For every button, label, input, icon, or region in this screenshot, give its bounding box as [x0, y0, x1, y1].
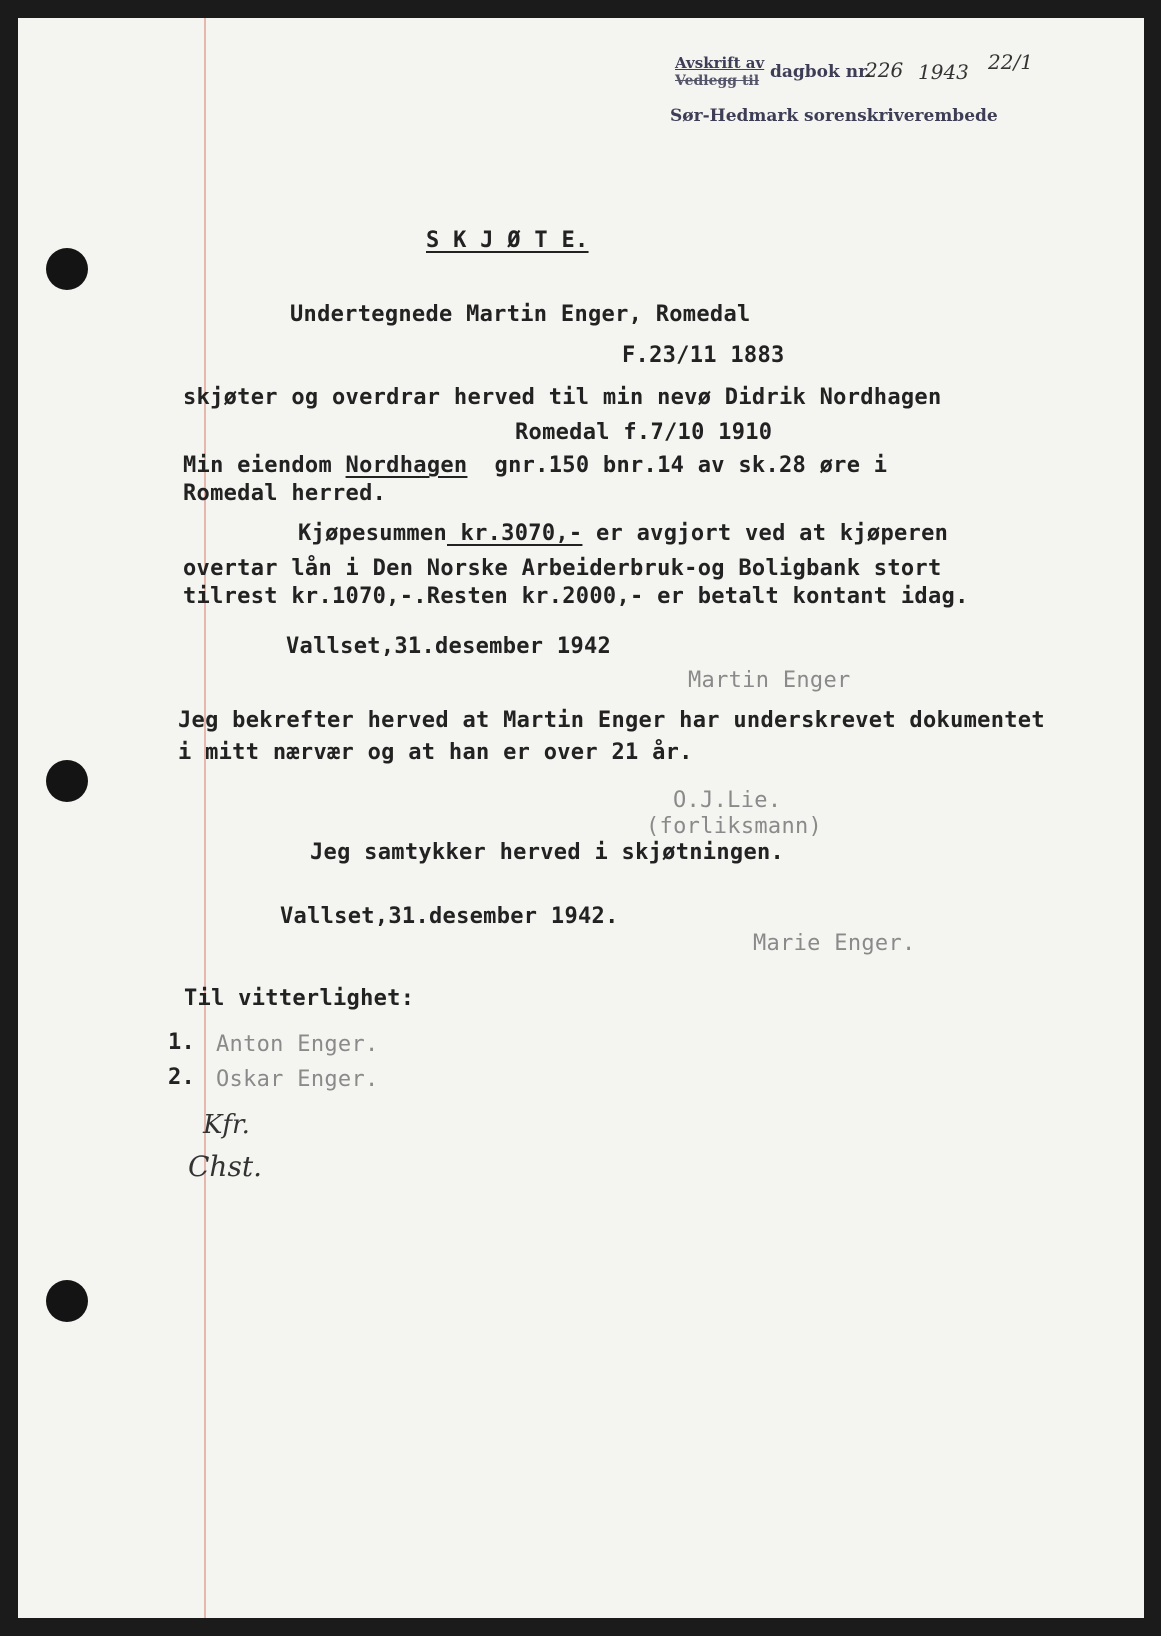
- body-line-3: skjøter og overdrar herved til min nevø Didrik Nordhagen: [183, 385, 942, 410]
- signature-role: (forliksmann): [646, 814, 823, 839]
- stamp-office: Sør-Hedmark sorenskriverembede: [670, 106, 998, 126]
- body-line-9: tilrest kr.1070,-.Resten kr.2000,- er betalt kontant idag.: [183, 584, 969, 609]
- signature-martin-enger: Martin Enger: [688, 668, 851, 693]
- witness-number: 1.: [168, 1030, 196, 1055]
- witness-heading: Til vitterlighet:: [184, 986, 415, 1011]
- document-title: S K J Ø T E.: [426, 228, 589, 253]
- confirm-line-1: Jeg bekrefter herved at Martin Enger har underskrevet dokumentet: [178, 708, 1045, 733]
- witness-name: Oskar Enger.: [216, 1067, 379, 1092]
- stamp-year: 1943: [918, 60, 969, 84]
- stamp-date: 22/1: [988, 50, 1033, 74]
- stamp-avskrift: Avskrift av: [675, 54, 765, 72]
- stamp-dagbok: dagbok nr.: [770, 62, 872, 82]
- body-line-5-c: gnr.150 bnr.14 av sk.28 øre i: [467, 453, 888, 478]
- body-line-8: overtar lån i Den Norske Arbeiderbruk-og Boligbank stort: [183, 556, 942, 581]
- signature-oj-lie: O.J.Lie.: [673, 788, 782, 813]
- stamp-entry-number: 226: [865, 58, 904, 82]
- witness-number: 2.: [168, 1065, 196, 1090]
- consent-line: Jeg samtykker herved i skjøtningen.: [310, 840, 785, 865]
- body-line-7-a: Kjøpesummen: [298, 521, 447, 546]
- body-line-5-a: Min eiendom: [183, 453, 346, 478]
- margin-line: [204, 18, 206, 1618]
- body-line-4: Romedal f.7/10 1910: [515, 420, 773, 445]
- punch-hole-icon: [46, 1280, 88, 1322]
- handwritten-initials-1: Kfr.: [203, 1110, 250, 1140]
- stamp-vedlegg: Vedlegg til: [675, 73, 760, 89]
- document-page: [18, 18, 1144, 1618]
- body-line-1: Undertegnede Martin Enger, Romedal: [290, 302, 751, 327]
- witness-name: Anton Enger.: [216, 1032, 379, 1057]
- handwritten-initials-2: Chst.: [188, 1150, 262, 1183]
- date-line-1: Vallset,31.desember 1942: [286, 634, 612, 659]
- signature-marie-enger: Marie Enger.: [753, 931, 916, 956]
- punch-hole-icon: [46, 760, 88, 802]
- body-line-7: [298, 521, 948, 546]
- confirm-line-2: i mitt nærvær og at han er over 21 år.: [178, 740, 693, 765]
- body-line-6: Romedal herred.: [183, 481, 387, 506]
- date-line-2: Vallset,31.desember 1942.: [280, 904, 619, 929]
- body-line-2: F.23/11 1883: [622, 343, 785, 368]
- body-line-5: [183, 453, 887, 478]
- punch-hole-icon: [46, 248, 88, 290]
- body-line-7-c: er avgjort ved at kjøperen: [582, 521, 949, 546]
- property-name: Nordhagen: [345, 453, 468, 478]
- purchase-price: kr.3070,-: [447, 521, 583, 546]
